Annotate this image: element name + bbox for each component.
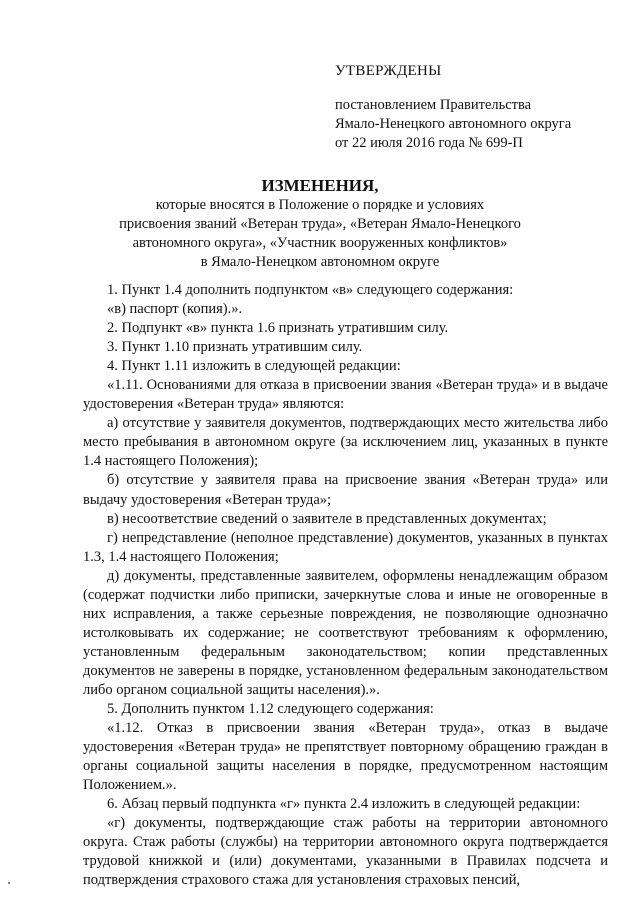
paragraph: «в) паспорт (копия).».: [107, 301, 243, 318]
paragraph: б) отсутствие у заявителя права на присвоение звания «Ветеран труда» или выдачу удостоверения «Ветеран труда»;: [83, 472, 608, 508]
paragraph: 5. Дополнить пунктом 1.12 следующего содержания:: [107, 701, 434, 718]
subtitle-line: присвоения званий «Ветеран труда», «Ветеран Ямало-Ненецкого: [119, 216, 521, 232]
paragraph: 1. Пункт 1.4 дополнить подпунктом «в» следующего содержания:: [107, 282, 514, 298]
approval-heading: УТВЕРЖДЕНЫ: [335, 63, 442, 79]
paragraph: 4. Пункт 1.11 изложить в следующей редакции:: [107, 358, 401, 375]
paragraph: 2. Подпункт «в» пункта 1.6 признать утратившим силу.: [107, 320, 449, 337]
paragraph: «г) документы, подтверждающие стаж работы на территории автономного округа. Стаж работы (службы) на территории автономного округа подтверждается трудовой книжкой и (или) документами, указанными в Правилах подсчета и подтверждения страхового стажа для установления страховых пенсий,: [83, 815, 608, 889]
scan-speck: [8, 882, 10, 884]
approval-line: от 22 июля 2016 года № 699-П: [335, 135, 523, 151]
paragraph: д) документы, представленные заявителем, оформлены ненадлежащим образом (содержат подчистки либо приписки, зачеркнутые слова и иные не оговоренные в них исправления, а также серьезные повреждения, не позволяющие однозначно истолковывать их содержание; не соответствуют требованиям к оформлению, установленным федеральным законодательством; копии представленных документов не заверены в порядке, установленном федеральным законодательством либо органом социальной защиты населения).».: [83, 567, 608, 698]
document-body: [83, 281, 608, 891]
approval-block: [335, 62, 571, 153]
approval-line: Ямало-Ненецкого автономного округа: [335, 116, 572, 132]
paragraph: в) несоответствие сведений о заявителе в представленных документах;: [107, 510, 547, 527]
subtitle-line: которые вносятся в Положение о порядке и условиях: [155, 197, 485, 213]
paragraph: 6. Абзац первый подпункта «г» пункта 2.4 изложить в следующей редакции:: [107, 796, 581, 813]
approval-line: постановлением Правительства: [335, 97, 532, 113]
paragraph: г) непредставление (неполное представление) документов, указанных в пунктах 1.3, 1.4 настоящего Положения;: [83, 529, 608, 565]
document-title: ИЗМЕНЕНИЯ,: [261, 176, 379, 195]
document-subtitle: [100, 196, 540, 272]
subtitle-line: автономного округа», «Участник вооруженных конфликтов»: [132, 235, 508, 251]
paragraph: «1.11. Основаниями для отказа в присвоении звания «Ветеран труда» и в выдаче удостоверения «Ветеран труда» являются:: [83, 377, 608, 413]
subtitle-line: в Ямало-Ненецком автономном округе: [200, 254, 440, 270]
paragraph: а) отсутствие у заявителя документов, подтверждающих место жительства либо место пребывания в автономном округе (за исключением лиц, указанных в пункте 1.4 настоящего Положения);: [83, 415, 608, 470]
paragraph: 3. Пункт 1.10 признать утратившим силу.: [107, 339, 363, 356]
paragraph: «1.12. Отказ в присвоении звания «Ветеран труда», отказ в выдаче удостоверения «Ветеран труда» не препятствует повторному обращению граждан в органы социальной защиты населения в порядке, предусмотренном настоящим Положением.».: [83, 720, 608, 794]
